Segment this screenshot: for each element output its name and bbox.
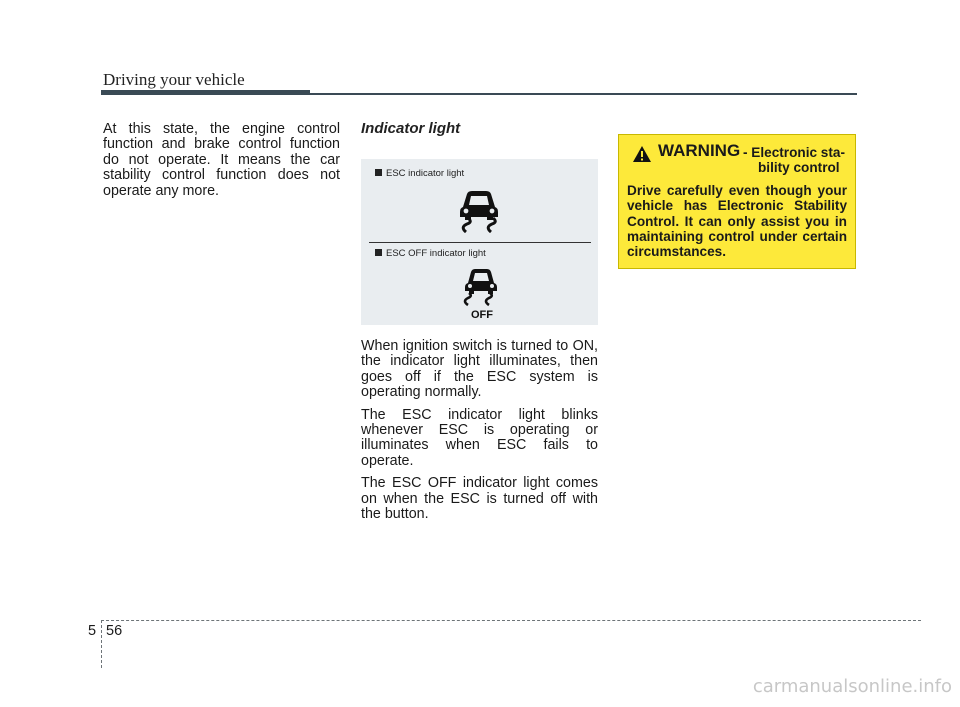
body-paragraph: The ESC OFF indicator light comes on when the ESC is turned off with the button.	[361, 475, 598, 523]
watermark: carmanualsonline.info	[752, 676, 952, 697]
square-bullet-icon	[375, 169, 382, 176]
esc-off-car-skid-icon	[456, 265, 506, 321]
header-rule	[101, 93, 857, 95]
warning-subtitle-cont: bility control	[758, 160, 840, 175]
footer-rule	[101, 620, 921, 621]
body-paragraph: The ESC indicator light blinks whenever ESC is operating or illuminates when ESC fails to operate.	[361, 406, 598, 469]
left-column	[103, 122, 340, 206]
footer-vertical-rule	[101, 620, 102, 668]
figure-label-esc: ESC indicator light	[375, 168, 464, 179]
warning-triangle-icon	[632, 145, 652, 163]
page-number: 56	[106, 623, 123, 639]
warning-subtitle: - Electronic sta-	[743, 145, 845, 160]
figure-label-esc-off: ESC OFF indicator light	[375, 248, 486, 259]
figure-divider	[369, 242, 591, 243]
body-paragraph: When ignition switch is turned to ON, the indicator light illuminates, then goes off if the ESC system is operating normally.	[361, 338, 598, 401]
indicator-figure	[361, 159, 598, 325]
middle-column	[361, 339, 598, 529]
page-header-title: Driving your vehicle	[103, 70, 245, 89]
section-heading: Indicator light	[361, 120, 461, 137]
chapter-number: 5	[88, 623, 97, 639]
square-bullet-icon	[375, 249, 382, 256]
warning-body: Drive carefully even though your vehicle has Electronic Stability Control. It can only assist you in maintaining control under certain circumstances.	[627, 183, 847, 260]
warning-title: WARNING	[658, 141, 741, 160]
warning-box	[618, 134, 856, 269]
warning-header	[627, 143, 847, 177]
esc-car-skid-icon	[453, 185, 505, 233]
off-text: OFF	[471, 309, 493, 321]
body-paragraph: At this state, the engine control function and brake control function do not operate. It means the car stability control function does not operate any more.	[103, 121, 340, 199]
